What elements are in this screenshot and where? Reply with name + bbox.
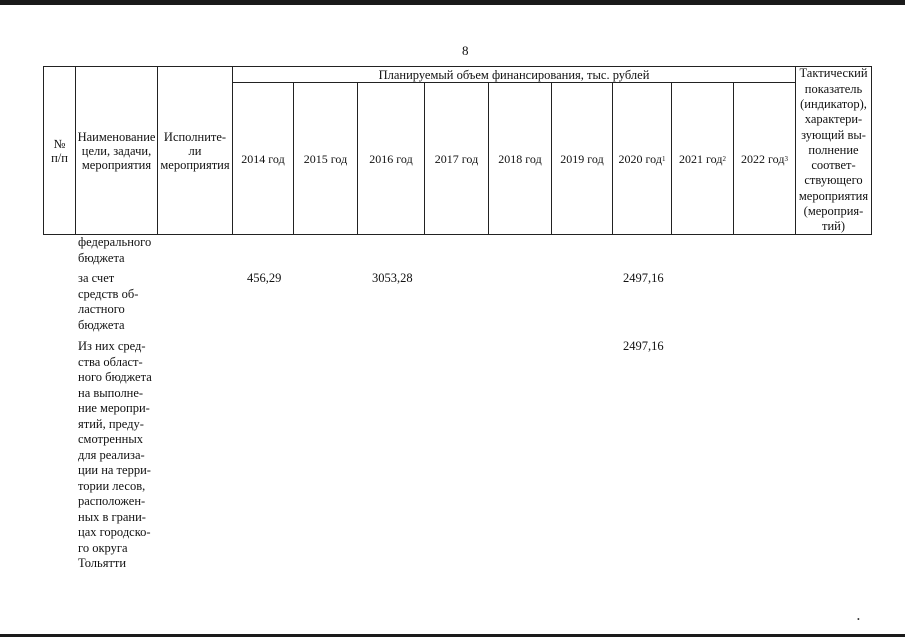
- header-year-2015: 2015 год: [293, 82, 358, 235]
- row-name: за счет средств об- ластного бюджета: [78, 271, 139, 332]
- cell-value-2016: 3053,28: [372, 271, 413, 285]
- header-year-2019: 2019 год: [551, 82, 613, 235]
- header-executors: Исполните- ли мероприятия: [157, 66, 233, 235]
- bottom-border: [0, 634, 905, 637]
- cell-value-2014: 456,29: [247, 271, 282, 285]
- header-name: Наименование цели, задачи, мероприятия: [75, 66, 158, 235]
- header-year-2020: 2020 год 1: [612, 82, 672, 235]
- header-year-2018: 2018 год: [488, 82, 552, 235]
- cell-value-2020: 2497,16: [623, 339, 664, 353]
- header-year-2017: 2017 год: [424, 82, 489, 235]
- scan-speck: •: [857, 615, 860, 624]
- header-year-2021: 2021 год 2: [671, 82, 734, 235]
- page-number: 8: [462, 43, 469, 58]
- row-name: Из них сред- ства област- ного бюджета на выполне- ние меропри- ятий, преду- смотренных для реализа- ции на терри- тории лесов, расположен- ных в грани- цах городско- го округа Тольятти: [78, 339, 152, 570]
- header-funding: Планируемый объем финансирования, тыс. рублей: [232, 66, 796, 83]
- row-name: федерального бюджета: [78, 235, 152, 265]
- header-indicator: Тактический показатель (индикатор), характери- зующий вы- полнение соответ- ствующего мероприятия (мероприя- тий): [795, 66, 872, 235]
- top-border: [0, 0, 905, 5]
- header-year-2016: 2016 год: [357, 82, 425, 235]
- header-number: № п/п: [43, 66, 76, 235]
- header-year-2022: 2022 год 3: [733, 82, 796, 235]
- header-year-2014: 2014 год: [232, 82, 294, 235]
- cell-value-2020: 2497,16: [623, 271, 664, 285]
